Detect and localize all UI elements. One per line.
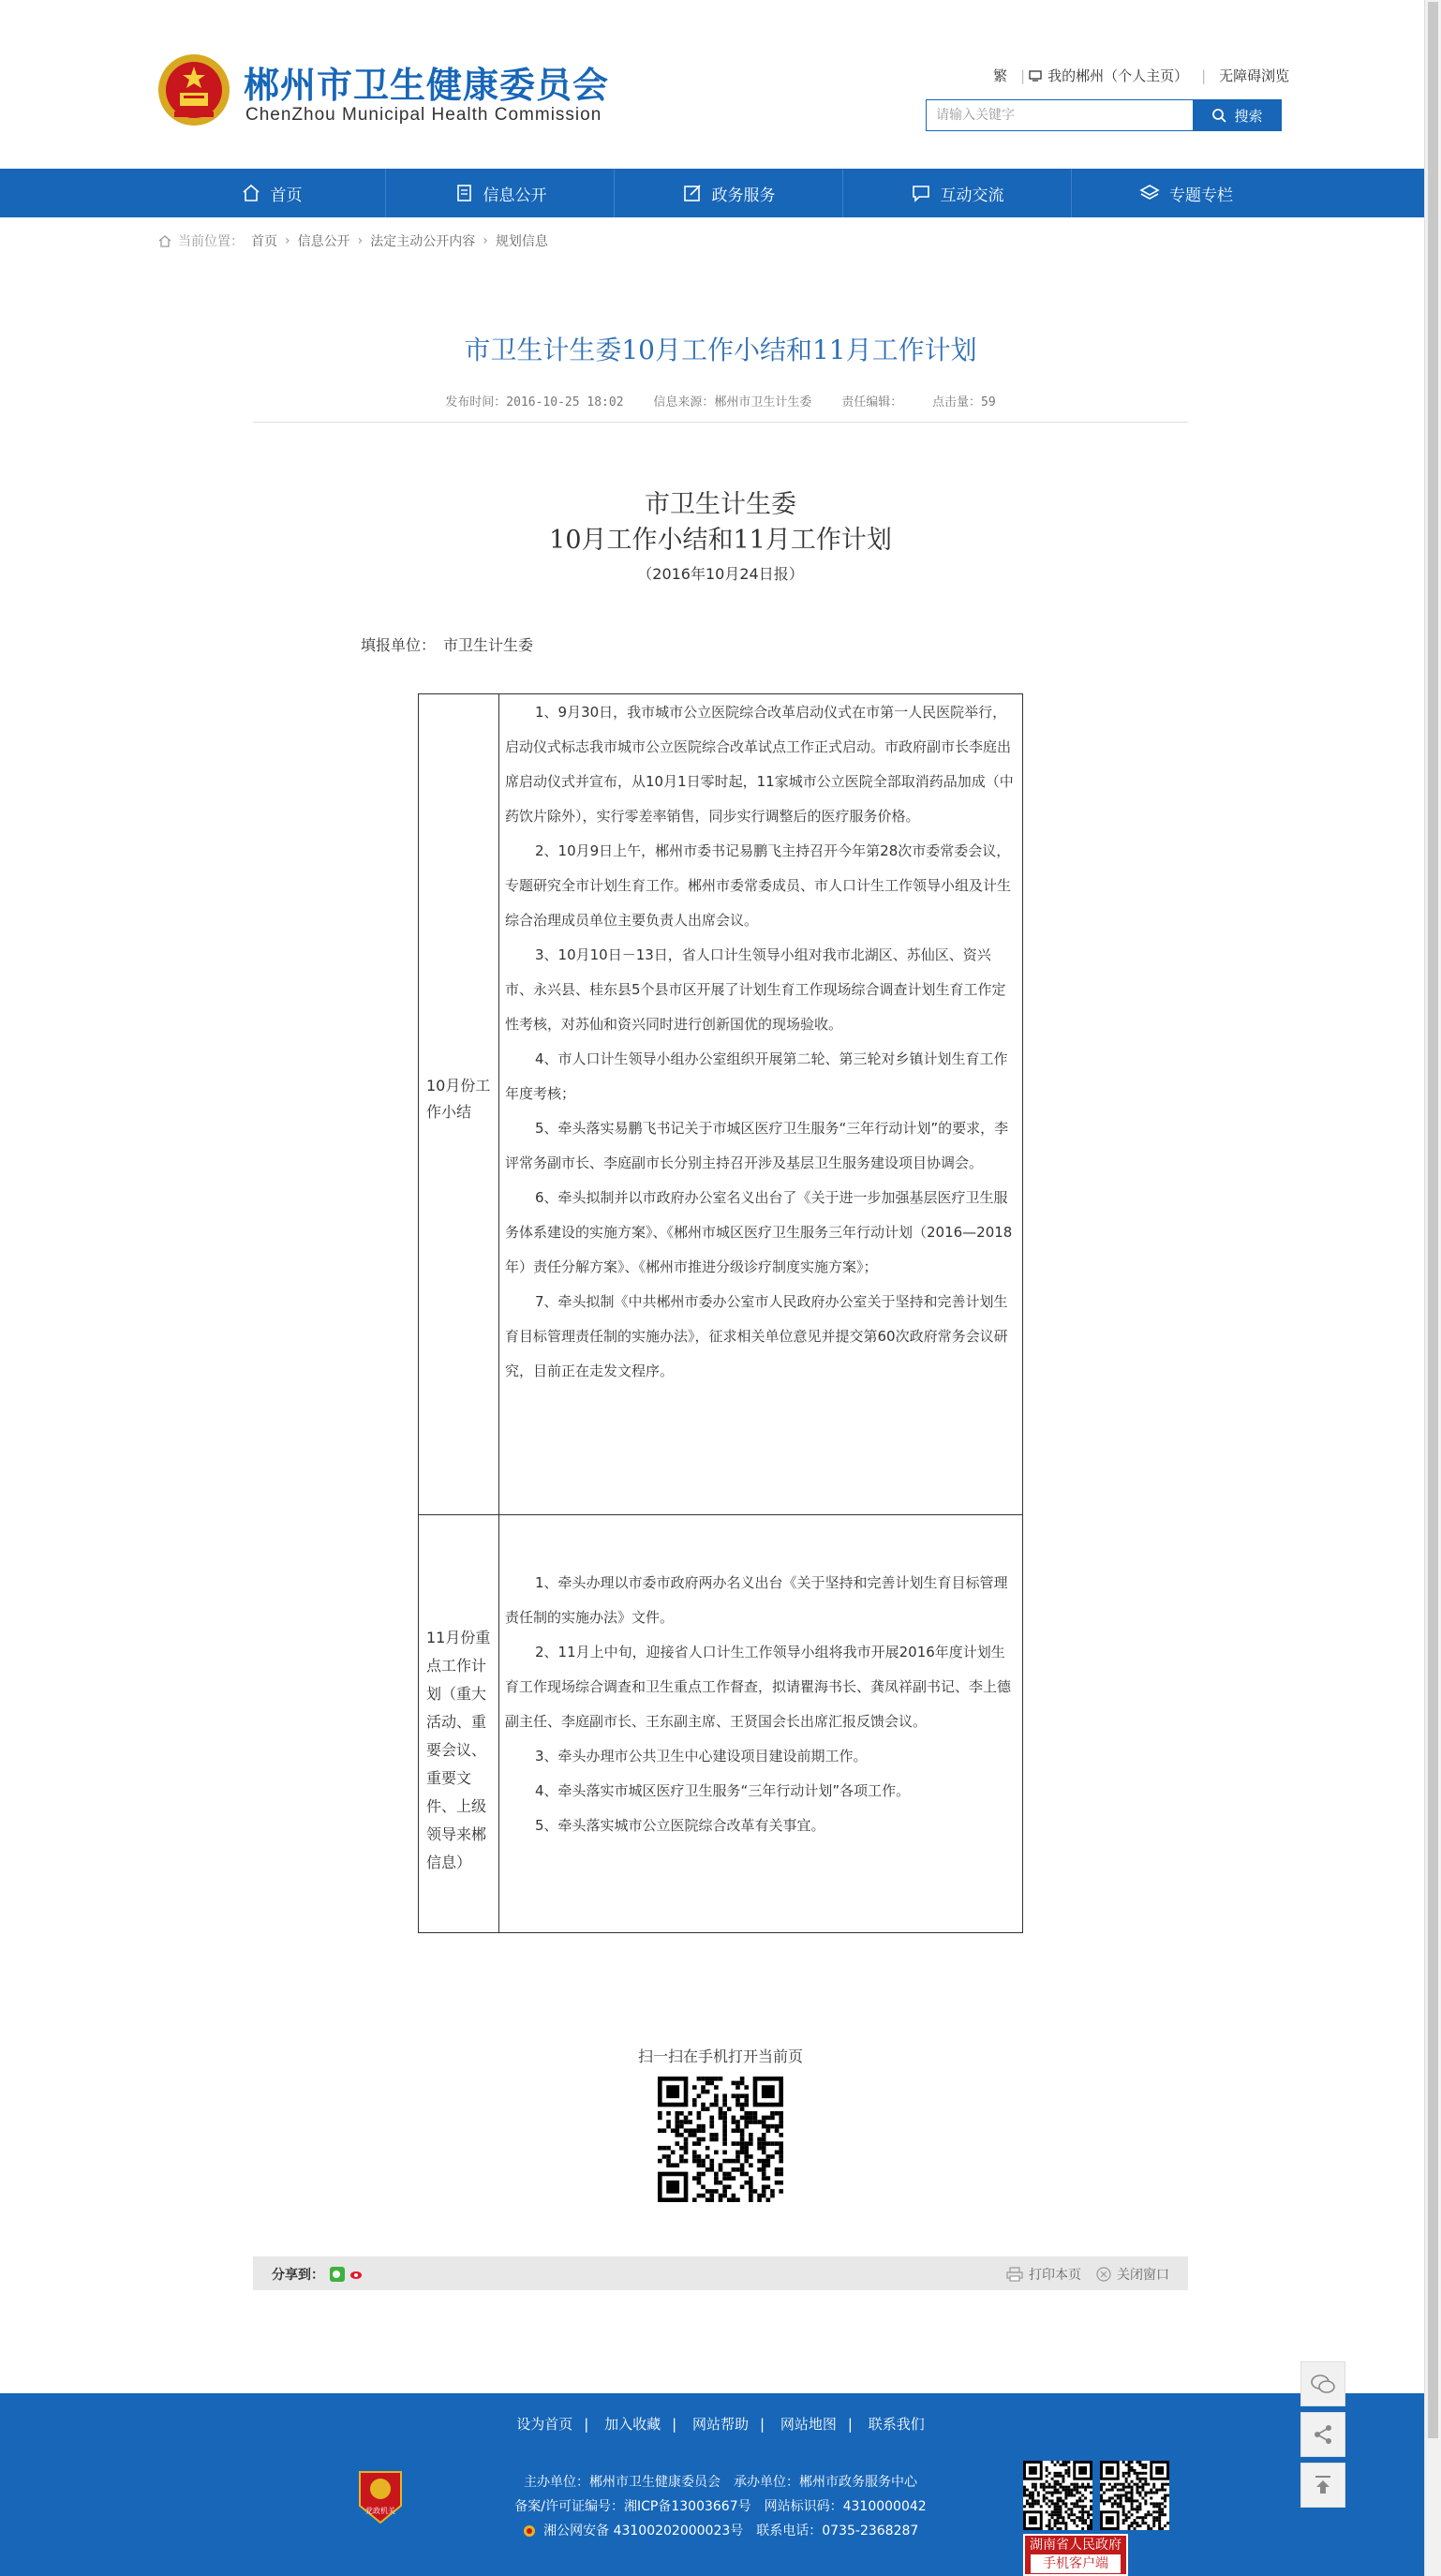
qr-code-icon	[1023, 2461, 1092, 2530]
list-item: 2、10月9日上午，郴州市委书记易鹏飞主持召开今年第28次市委常委会议，专题研究全市计划生育工作。郴州市委常委成员、市人口计生工作领导小组及计生综合治理成员单位主要负责人出席会议。	[505, 842, 1012, 929]
footer-link[interactable]: 联系我们	[868, 2416, 925, 2433]
doc-heading-line2: 10月工作小结和11月工作计划	[549, 526, 892, 555]
list-item: 5、牵头落实易鹏飞书记关于市城区医疗卫生服务“三年行动计划”的要求，李评常务副市长、李庭副市长分别主持召开涉及基层卫生服务建设项目协调会。	[505, 1120, 1009, 1171]
footer-link[interactable]: 网站地图	[780, 2416, 837, 2433]
table-divider	[498, 694, 499, 1932]
wechat-icon	[1310, 2373, 1336, 2395]
wechat-icon[interactable]	[330, 2267, 345, 2282]
nav-item-home[interactable]	[157, 169, 386, 217]
chevron-right-icon: ›	[285, 233, 290, 248]
article-title: 市卫生计生委10月工作小结和11月工作计划	[464, 335, 977, 365]
layers-icon	[1139, 183, 1160, 203]
top-links	[984, 66, 1299, 85]
close-icon[interactable]	[1096, 2267, 1111, 2282]
doc-heading-line1: 市卫生计生委	[645, 490, 796, 519]
nav-item-services[interactable]	[615, 169, 843, 217]
row-content-october	[505, 695, 1017, 1389]
row-content-november	[505, 1566, 1017, 1843]
search-button[interactable]	[1193, 99, 1282, 131]
share-icon	[1312, 2423, 1334, 2446]
footer	[0, 2393, 1424, 2576]
footer-link[interactable]: 网站帮助	[691, 2416, 749, 2433]
footer-link[interactable]: 设为首页	[516, 2416, 573, 2433]
back-to-top-button[interactable]	[1300, 2463, 1345, 2508]
nav-item-topics[interactable]	[1072, 169, 1300, 217]
qr-code-icon	[658, 2077, 783, 2202]
share-bar	[253, 2256, 1188, 2290]
list-item: 1、牵头办理以市委市政府两办名义出台《关于坚持和完善计划生育目标管理责任制的实施办法》文件。	[505, 1574, 1008, 1626]
list-item: 3、10月10日－13日，省人口计生领导小组对我市北湖区、苏仙区、资兴市、永兴县、桂东县5个县市区开展了计划生育工作现场综合调查计划生育工作定性考核，对苏仙和资兴同时进行创新国优的现场验收。	[505, 946, 1006, 1033]
edit-icon	[682, 183, 703, 203]
hunan-app-badge[interactable]	[1023, 2534, 1128, 2576]
footer-link[interactable]: 加入收藏	[604, 2416, 661, 2433]
police-badge-icon	[523, 2524, 536, 2538]
qr-code-icon	[1100, 2461, 1169, 2530]
footer-sponsor: 主办单位：郴州市卫生健康委员会 承办单位：郴州市政务服务中心	[524, 2475, 917, 2490]
badge-text: 党政机关	[365, 2507, 395, 2515]
divider	[253, 422, 1188, 423]
divider: |	[672, 2416, 677, 2433]
accessibility-link[interactable]: 无障碍浏览	[1219, 67, 1290, 84]
home-icon	[157, 233, 172, 248]
search-icon	[1211, 108, 1226, 123]
document-icon	[453, 183, 474, 203]
breadcrumb	[157, 231, 556, 250]
footer-links	[0, 2414, 1441, 2434]
wechat-float-button[interactable]	[1300, 2361, 1345, 2406]
arrow-up-icon	[1313, 2474, 1333, 2496]
list-item: 3、牵头办理市公共卫生中心建设项目建设前期工作。	[535, 1748, 868, 1764]
site-subtitle: ChenZhou Municipal Health Commission	[245, 105, 602, 125]
monitor-icon	[1029, 70, 1042, 82]
nav-item-label: 信息公开	[483, 186, 547, 205]
divider: |	[760, 2416, 765, 2433]
list-item: 4、牵头落实市城区医疗卫生服务“三年行动计划”各项工作。	[535, 1782, 911, 1799]
footer-icp: 备案/许可证编号：湘ICP备13003667号 网站标识码：4310000042	[514, 2499, 927, 2514]
breadcrumb-item[interactable]: 法定主动公开内容	[370, 234, 476, 249]
divider: |	[584, 2416, 589, 2433]
table-divider	[419, 1514, 1022, 1515]
editor: 责任编辑：	[841, 395, 903, 409]
share-float-button[interactable]	[1300, 2412, 1345, 2457]
hunan-app-title: 湖南省人民政府	[1030, 2538, 1122, 2553]
row-label-november: 11月份重点工作计划（重大活动、重要会议、重要文件、上级领导来郴信息）	[426, 1629, 491, 1871]
list-item: 7、牵头拟制《中共郴州市委办公室市人民政府办公室关于坚持和完善计划生育目标管理责任制的实施办法》，征求相关单位意见并提交第60次政府常务会议研究，目前正在走发文程序。	[505, 1293, 1008, 1379]
breadcrumb-item[interactable]: 首页	[251, 234, 277, 249]
national-emblem-icon	[157, 52, 230, 128]
doc-date: （2016年10月24日报）	[637, 565, 804, 583]
footer-police-text: 湘公网安备 43100202000023号 联系电话：0735-2368287	[543, 2524, 919, 2539]
chevron-right-icon: ›	[357, 233, 364, 248]
breadcrumb-prefix: 当前位置：	[178, 234, 244, 249]
printer-icon[interactable]	[1006, 2267, 1023, 2282]
site-title[interactable]: 郴州市卫生健康委员会	[244, 65, 610, 106]
row-label-october: 10月份工作小结	[426, 1077, 491, 1121]
click-count: 点击量：59	[932, 395, 996, 409]
share-group	[272, 2265, 364, 2284]
home-icon	[241, 183, 261, 203]
footer-police	[0, 2521, 1441, 2539]
chat-icon	[911, 183, 931, 203]
divider: |	[1020, 67, 1026, 84]
scrollbar[interactable]	[1424, 0, 1441, 2576]
reporting-unit: 填报单位： 市卫生计生委	[361, 636, 534, 654]
divider: |	[847, 2416, 853, 2433]
publish-time: 发布时间：2016-10-25 18:02	[445, 395, 624, 409]
my-chenzhou-link[interactable]: 我的郴州（个人主页）	[1047, 67, 1189, 84]
breadcrumb-item[interactable]: 信息公开	[297, 234, 350, 249]
nav-item-label: 专题专栏	[1169, 186, 1233, 205]
chevron-right-icon: ›	[483, 233, 488, 248]
info-source: 信息来源：郴州市卫生计生委	[653, 395, 812, 409]
hunan-app-subtitle: 手机客户端	[1031, 2554, 1121, 2573]
share-label: 分享到：	[272, 2268, 324, 2283]
list-item: 6、牵头拟制并以市政府办公室名义出台了《关于进一步加强基层医疗卫生服务体系建设的实施方案》、《郴州市城区医疗卫生服务三年行动计划（2016—2018年）责任分解方案》、《郴州市推进分级诊疗制度实施方案》；	[505, 1189, 1013, 1275]
close-window-button[interactable]: 关闭窗口	[1117, 2268, 1169, 2283]
print-button[interactable]: 打印本页	[1029, 2268, 1081, 2283]
report-table	[418, 693, 1023, 1933]
nav-item-info[interactable]	[386, 169, 615, 217]
article-meta	[0, 392, 1441, 409]
list-item: 4、市人口计生领导小组办公室组织开展第二轮、第三轮对乡镇计划生育工作年度考核；	[505, 1050, 1008, 1102]
nav-item-interaction[interactable]	[843, 169, 1072, 217]
qr-label: 扫一扫在手机打开当前页	[637, 2047, 803, 2065]
traditional-chinese-link[interactable]: 繁	[993, 67, 1008, 84]
main-nav	[0, 169, 1424, 217]
search-input[interactable]: 请输入关键字	[926, 99, 1194, 131]
nav-item-label: 政务服务	[711, 186, 776, 205]
nav-item-label: 首页	[270, 186, 303, 205]
scrollbar-thumb[interactable]	[1428, 2, 1438, 2438]
weibo-icon[interactable]	[349, 2267, 364, 2282]
divider: |	[1201, 67, 1207, 84]
list-item: 1、9月30日，我市城市公立医院综合改革启动仪式在市第一人民医院举行，启动仪式标志我市城市公立医院综合改革试点工作正式启动。市政府副市长李庭出席启动仪式并宣布，从10月1日零时起，11家城市公立医院全部取消药品加成（中药饮片除外），实行零差率销售，同步实行调整后的医疗服务价格。	[505, 704, 1014, 825]
breadcrumb-item[interactable]: 规划信息	[495, 234, 548, 249]
nav-item-label: 互动交流	[940, 186, 1004, 205]
search-button-label: 搜索	[1234, 107, 1263, 125]
header	[0, 0, 1424, 169]
list-item: 2、11月上中旬，迎接省人口计生工作领导小组将我市开展2016年度计划生育工作现场综合调查和卫生重点工作督查，拟请瞿海书长、龚凤祥副书记、李上德副主任、李庭副市长、王东副主席、王贤国会长出席汇报反馈会议。	[505, 1644, 1012, 1730]
list-item: 5、牵头落实城市公立医院综合改革有关事宜。	[535, 1817, 825, 1834]
page-actions	[1006, 2265, 1169, 2284]
